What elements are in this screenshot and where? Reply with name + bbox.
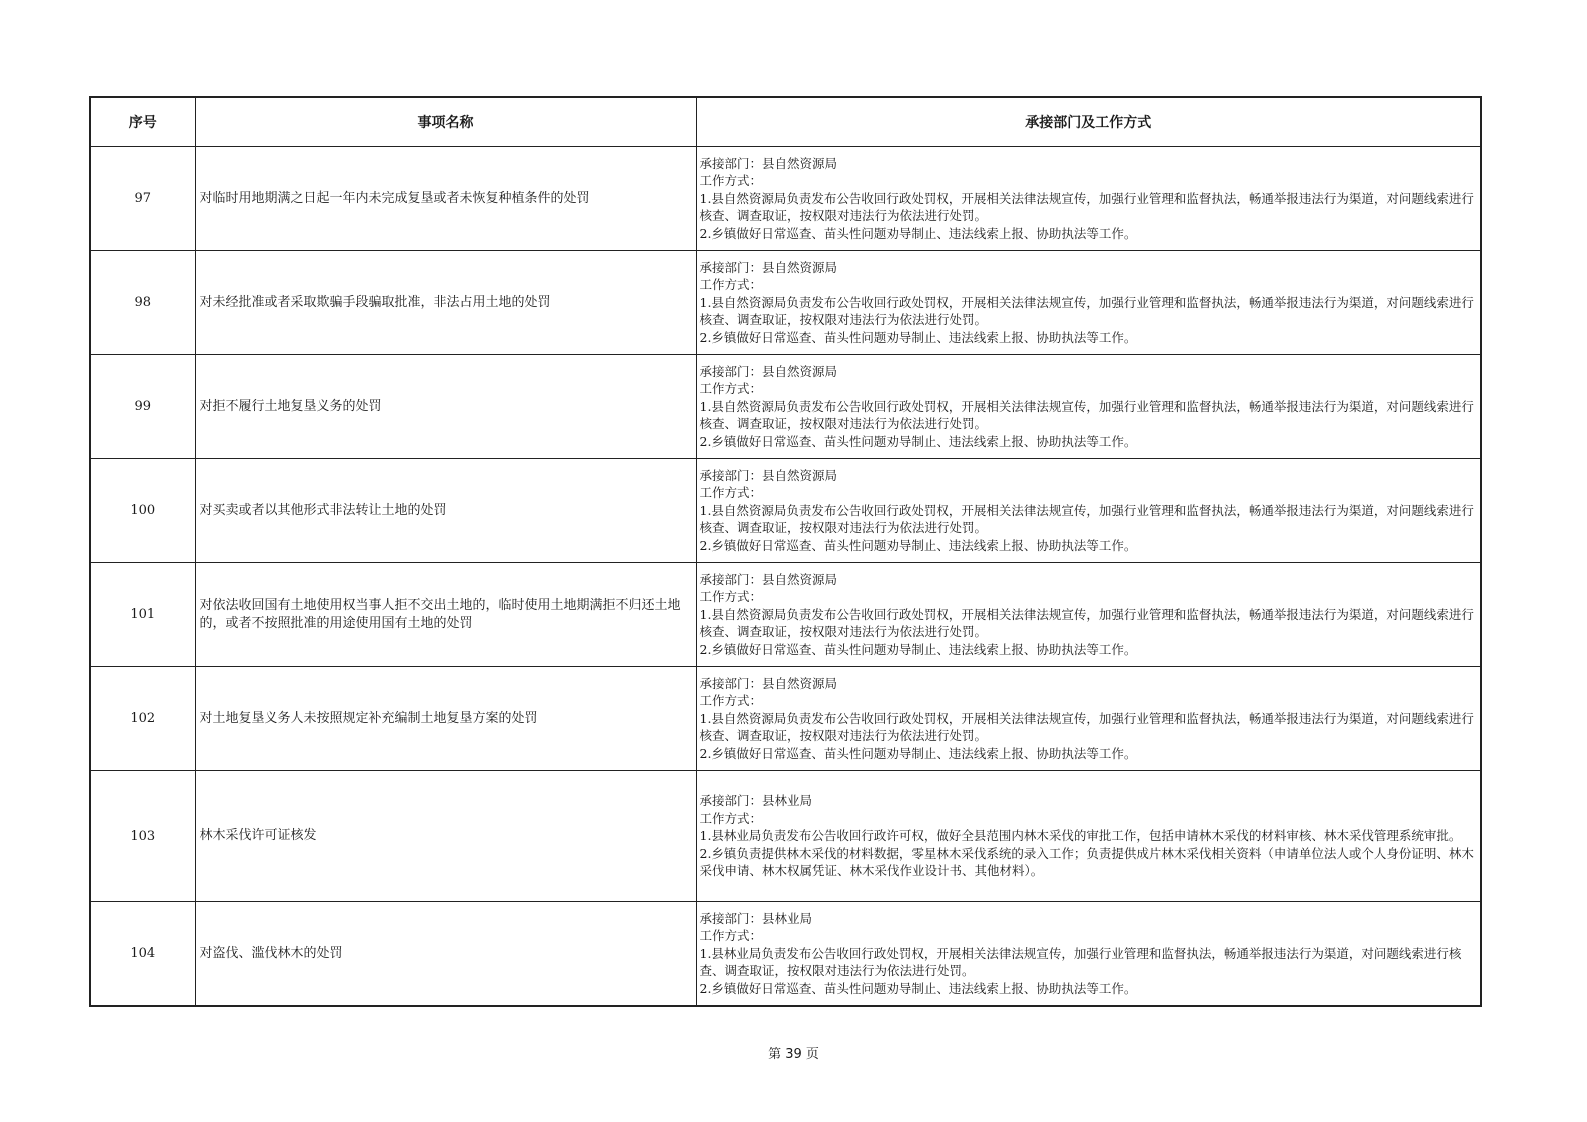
row-dept: 承接部门：县自然资源局 xyxy=(699,363,838,379)
header-name: 事项名称 xyxy=(195,97,696,147)
table-row xyxy=(90,771,1481,902)
row-name: 对依法收回国有土地使用权当事人拒不交出土地的，临时使用土地期满拒不归还土地的，或者不按照批准的用途使用国有土地的处罚 xyxy=(195,563,696,667)
row-name: 对盗伐、滥伐林木的处罚 xyxy=(195,902,696,1007)
row-seq: 103 xyxy=(90,771,195,902)
row-item2: 2.乡镇做好日常巡查、苗头性问题劝导制止、违法线索上报、协助执法等工作。 xyxy=(699,641,1137,657)
row-item2: 2.乡镇做好日常巡查、苗头性问题劝导制止、违法线索上报、协助执法等工作。 xyxy=(699,537,1137,553)
row-item2: 2.乡镇做好日常巡查、苗头性问题劝导制止、违法线索上报、协助执法等工作。 xyxy=(699,329,1137,345)
row-mode: 工作方式： xyxy=(699,485,763,501)
row-dept: 承接部门：县自然资源局 xyxy=(699,675,838,691)
row-method xyxy=(696,147,1481,251)
row-seq: 104 xyxy=(90,902,195,1007)
row-method xyxy=(696,563,1481,667)
row-method xyxy=(696,667,1481,771)
table-row xyxy=(90,563,1481,667)
row-item2: 2.乡镇负责提供林木采伐的材料数据，零星林木采伐系统的录入工作；负责提供成片林木采伐相关资料（申请单位法人或个人身份证明、林木采伐申请、林木权属凭证、林木采伐作业设计书、其他材料）。 xyxy=(699,845,1474,879)
row-item2: 2.乡镇做好日常巡查、苗头性问题劝导制止、违法线索上报、协助执法等工作。 xyxy=(699,980,1137,996)
row-item1: 1.县自然资源局负责发布公告收回行政处罚权，开展相关法律法规宣传，加强行业管理和监督执法，畅通举报违法行为渠道，对问题线索进行核查、调查取证，按权限对违法行为依法进行处罚。 xyxy=(699,398,1474,432)
row-dept: 承接部门：县自然资源局 xyxy=(699,467,838,483)
row-name: 对土地复垦义务人未按照规定补充编制土地复垦方案的处罚 xyxy=(195,667,696,771)
row-item1: 1.县自然资源局负责发布公告收回行政处罚权，开展相关法律法规宣传，加强行业管理和监督执法，畅通举报违法行为渠道，对问题线索进行核查、调查取证，按权限对违法行为依法进行处罚。 xyxy=(699,294,1474,328)
row-mode: 工作方式： xyxy=(699,589,763,605)
row-mode: 工作方式： xyxy=(699,810,763,826)
table-row xyxy=(90,667,1481,771)
row-method xyxy=(696,355,1481,459)
row-item1: 1.县自然资源局负责发布公告收回行政处罚权，开展相关法律法规宣传，加强行业管理和监督执法，畅通举报违法行为渠道，对问题线索进行核查、调查取证，按权限对违法行为依法进行处罚。 xyxy=(699,710,1474,744)
row-method xyxy=(696,902,1481,1007)
row-dept: 承接部门：县林业局 xyxy=(699,793,813,809)
table-row xyxy=(90,355,1481,459)
row-item1: 1.县林业局负责发布公告收回行政许可权，做好全县范围内林木采伐的审批工作，包括申请林木采伐的材料审核、林木采伐管理系统审批。 xyxy=(699,828,1462,844)
row-seq: 97 xyxy=(90,147,195,251)
row-name: 对买卖或者以其他形式非法转让土地的处罚 xyxy=(195,459,696,563)
row-name: 对未经批准或者采取欺骗手段骗取批准，非法占用土地的处罚 xyxy=(195,251,696,355)
row-seq: 99 xyxy=(90,355,195,459)
row-mode: 工作方式： xyxy=(699,381,763,397)
row-item1: 1.县自然资源局负责发布公告收回行政处罚权，开展相关法律法规宣传，加强行业管理和监督执法，畅通举报违法行为渠道，对问题线索进行核查、调查取证，按权限对违法行为依法进行处罚。 xyxy=(699,502,1474,536)
row-dept: 承接部门：县自然资源局 xyxy=(699,155,838,171)
row-item1: 1.县自然资源局负责发布公告收回行政处罚权，开展相关法律法规宣传，加强行业管理和监督执法，畅通举报违法行为渠道，对问题线索进行核查、调查取证，按权限对违法行为依法进行处罚。 xyxy=(699,190,1474,224)
row-seq: 98 xyxy=(90,251,195,355)
row-item2: 2.乡镇做好日常巡查、苗头性问题劝导制止、违法线索上报、协助执法等工作。 xyxy=(699,745,1137,761)
table-row xyxy=(90,251,1481,355)
document-table-container xyxy=(89,96,1480,1007)
row-item1: 1.县自然资源局负责发布公告收回行政处罚权，开展相关法律法规宣传，加强行业管理和监督执法，畅通举报违法行为渠道，对问题线索进行核查、调查取证，按权限对违法行为依法进行处罚。 xyxy=(699,606,1474,640)
row-dept: 承接部门：县自然资源局 xyxy=(699,259,838,275)
row-mode: 工作方式： xyxy=(699,277,763,293)
row-name: 林木采伐许可证核发 xyxy=(195,771,696,902)
row-seq: 101 xyxy=(90,563,195,667)
row-mode: 工作方式： xyxy=(699,928,763,944)
row-item2: 2.乡镇做好日常巡查、苗头性问题劝导制止、违法线索上报、协助执法等工作。 xyxy=(699,433,1137,449)
matters-table xyxy=(89,96,1482,1007)
row-seq: 100 xyxy=(90,459,195,563)
row-dept: 承接部门：县自然资源局 xyxy=(699,571,838,587)
header-method: 承接部门及工作方式 xyxy=(696,97,1481,147)
row-item2: 2.乡镇做好日常巡查、苗头性问题劝导制止、违法线索上报、协助执法等工作。 xyxy=(699,225,1137,241)
table-row xyxy=(90,459,1481,563)
header-seq: 序号 xyxy=(90,97,195,147)
table-row xyxy=(90,902,1481,1007)
row-dept: 承接部门：县林业局 xyxy=(699,910,813,926)
table-header-row xyxy=(90,97,1481,147)
row-seq: 102 xyxy=(90,667,195,771)
page-number: 第 39 页 xyxy=(768,1047,819,1062)
row-name: 对拒不履行土地复垦义务的处罚 xyxy=(195,355,696,459)
row-mode: 工作方式： xyxy=(699,693,763,709)
table-row xyxy=(90,147,1481,251)
row-mode: 工作方式： xyxy=(699,173,763,189)
row-method xyxy=(696,459,1481,563)
row-item1: 1.县林业局负责发布公告收回行政处罚权，开展相关法律法规宣传，加强行业管理和监督执法，畅通举报违法行为渠道，对问题线索进行核查、调查取证，按权限对违法行为依法进行处罚。 xyxy=(699,945,1462,979)
row-name: 对临时用地期满之日起一年内未完成复垦或者未恢复种植条件的处罚 xyxy=(195,147,696,251)
row-method xyxy=(696,251,1481,355)
row-method xyxy=(696,771,1481,902)
